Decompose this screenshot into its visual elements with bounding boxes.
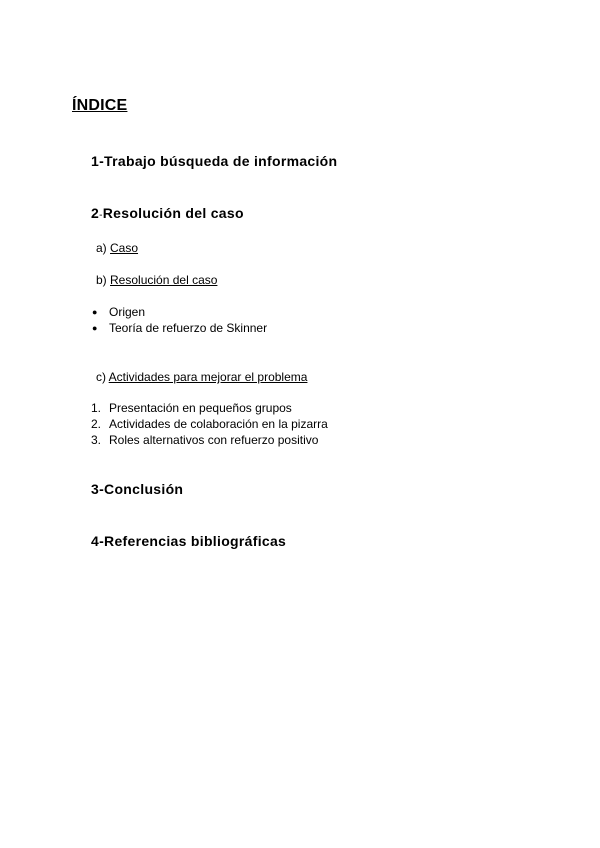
- list-item: [91, 320, 267, 336]
- subsection-c-prefix: c): [96, 370, 106, 384]
- list-item-text: Roles alternativos con refuerzo positivo: [109, 433, 319, 447]
- list-number: 3.: [91, 433, 102, 447]
- subsection-c-link[interactable]: Actividades para mejorar el problema: [108, 370, 308, 384]
- subsection-b: [96, 273, 217, 287]
- list-number: 1.: [91, 401, 102, 415]
- subsection-a: [96, 241, 138, 255]
- section-2-separator: -: [99, 210, 103, 221]
- bullet-icon: ●: [92, 307, 98, 317]
- section-4-heading: 4-Referencias bibliográficas: [91, 533, 287, 549]
- subsection-b-link[interactable]: Resolución del caso: [110, 273, 218, 287]
- section-2-number: 2: [91, 205, 100, 221]
- list-item: [91, 304, 267, 320]
- bullet-icon: ●: [92, 323, 98, 333]
- page-title: ÍNDICE: [72, 97, 128, 114]
- list-item-text: Actividades de colaboración en la pizarra: [109, 417, 328, 431]
- list-item-text: Presentación en pequeños grupos: [109, 401, 292, 415]
- section-1-heading: 1-Trabajo búsqueda de información: [91, 153, 338, 169]
- section-2-title: Resolución del caso: [102, 205, 244, 221]
- section-3-heading: 3-Conclusión: [91, 481, 184, 497]
- list-item-text: Origen: [109, 305, 146, 319]
- numbered-list: [91, 400, 328, 448]
- bullet-list: [91, 304, 267, 336]
- list-item: [91, 400, 328, 416]
- list-item-text: Teoría de refuerzo de Skinner: [109, 321, 268, 335]
- list-item: [91, 416, 328, 432]
- list-number: 2.: [91, 417, 102, 431]
- subsection-a-link[interactable]: Caso: [110, 241, 139, 255]
- subsection-c: [96, 370, 307, 384]
- section-2-heading: [91, 205, 244, 221]
- subsection-b-prefix: b): [96, 273, 107, 287]
- subsection-a-prefix: a): [96, 241, 107, 255]
- list-item: [91, 432, 328, 448]
